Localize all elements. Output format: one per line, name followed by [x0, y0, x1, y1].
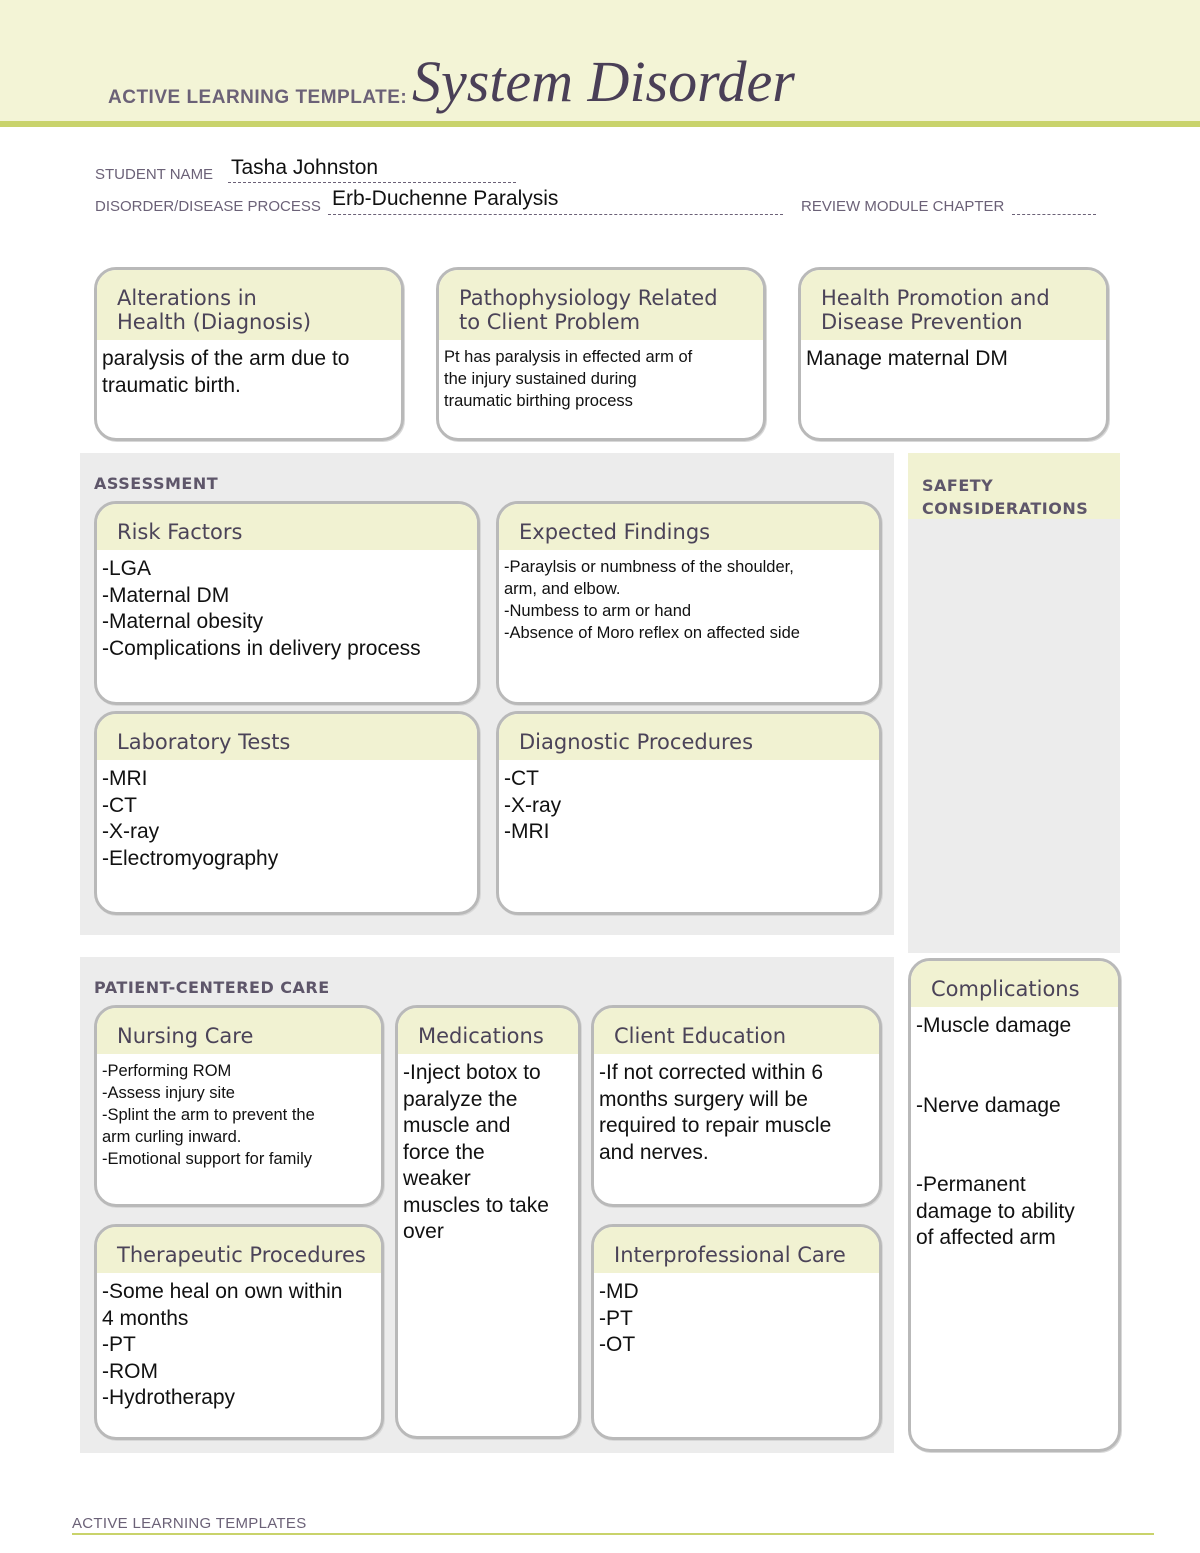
- diagnostic-procedures-box: [496, 711, 882, 915]
- interprofessional-care-text[interactable]: -MD -PT -OT: [599, 1280, 639, 1357]
- risk-factors-heading: Risk Factors: [97, 504, 477, 550]
- assessment-label: ASSESSMENT: [94, 474, 219, 493]
- diagnostic-procedures-heading: Diagnostic Procedures: [499, 714, 879, 760]
- client-education-text[interactable]: -If not corrected within 6 months surgery will be required to repair muscle and nerves.: [599, 1061, 832, 1164]
- laboratory-tests-heading: Laboratory Tests: [97, 714, 477, 760]
- health-promotion-heading: Health Promotion and Disease Prevention: [801, 270, 1106, 340]
- header-rule: [0, 121, 1200, 127]
- complications-box: [908, 958, 1121, 1452]
- safety-panel: [908, 453, 1120, 953]
- student-name-underline: [228, 182, 516, 183]
- therapeutic-procedures-box: [94, 1224, 384, 1440]
- interprofessional-care-box: [591, 1224, 882, 1440]
- student-name-label: STUDENT NAME: [95, 166, 214, 183]
- risk-factors-box: [94, 501, 480, 705]
- disorder-underline: [328, 214, 783, 215]
- health-promotion-text[interactable]: Manage maternal DM: [806, 347, 1008, 371]
- review-module-field[interactable]: [1014, 190, 1020, 214]
- pathophysiology-box: [436, 267, 766, 441]
- therapeutic-procedures-text[interactable]: -Some heal on own within 4 months -PT -ROM -Hydrotherapy: [102, 1280, 343, 1410]
- expected-findings-heading: Expected Findings: [499, 504, 879, 550]
- medications-box: [395, 1005, 581, 1439]
- client-education-box: [591, 1005, 882, 1207]
- health-promotion-box: [798, 267, 1109, 441]
- review-module-label: REVIEW MODULE CHAPTER: [801, 198, 1005, 215]
- expected-findings-text[interactable]: -Paraylsis or numbness of the shoulder, arm, and elbow. -Numbess to arm or hand -Absence of Moro reflex on affected side: [504, 558, 800, 643]
- safety-label: SAFETY CONSIDERATIONS: [922, 476, 1089, 518]
- page-title: System Disorder: [412, 49, 795, 114]
- footer-rule: [72, 1533, 1154, 1535]
- medications-heading: Medications: [398, 1008, 578, 1054]
- therapeutic-procedures-heading: Therapeutic Procedures: [97, 1227, 381, 1273]
- pathophysiology-text[interactable]: Pt has paralysis in effected arm of the injury sustained during traumatic birthing process: [444, 348, 693, 411]
- laboratory-tests-box: [94, 711, 480, 915]
- alterations-text[interactable]: paralysis of the arm due to traumatic birth.: [102, 347, 350, 397]
- pathophysiology-heading: Pathophysiology Related to Client Problem: [439, 270, 763, 340]
- nursing-care-box: [94, 1005, 384, 1207]
- review-module-underline: [1012, 214, 1096, 215]
- interprofessional-care-heading: Interprofessional Care: [594, 1227, 879, 1273]
- diagnostic-procedures-text[interactable]: -CT -X-ray -MRI: [504, 767, 562, 844]
- footer-label: ACTIVE LEARNING TEMPLATES: [72, 1515, 307, 1532]
- laboratory-tests-text[interactable]: -MRI -CT -X-ray -Electromyography: [102, 767, 279, 870]
- student-name-field[interactable]: Tasha Johnston: [231, 156, 379, 179]
- template-label: ACTIVE LEARNING TEMPLATE:: [108, 87, 408, 108]
- complications-heading: Complications: [911, 961, 1118, 1007]
- alterations-heading: Alterations in Health (Diagnosis): [97, 270, 401, 340]
- alterations-box: [94, 267, 404, 441]
- expected-findings-box: [496, 501, 882, 705]
- disorder-field[interactable]: Erb-Duchenne Paralysis: [332, 187, 559, 210]
- nursing-care-heading: Nursing Care: [97, 1008, 381, 1054]
- disorder-label: DISORDER/DISEASE PROCESS: [95, 198, 321, 215]
- nursing-care-text[interactable]: -Performing ROM -Assess injury site -Splint the arm to prevent the arm curling inward. -Emotional support for family: [102, 1062, 315, 1169]
- medications-text[interactable]: -Inject botox to paralyze the muscle and force the weaker muscles to take over: [403, 1061, 549, 1244]
- risk-factors-text[interactable]: -LGA -Maternal DM -Maternal obesity -Complications in delivery process: [102, 557, 421, 660]
- patient-care-label: PATIENT-CENTERED CARE: [94, 978, 330, 997]
- client-education-heading: Client Education: [594, 1008, 879, 1054]
- complications-text[interactable]: -Muscle damage -Nerve damage -Permanent damage to ability of affected arm: [916, 1014, 1075, 1250]
